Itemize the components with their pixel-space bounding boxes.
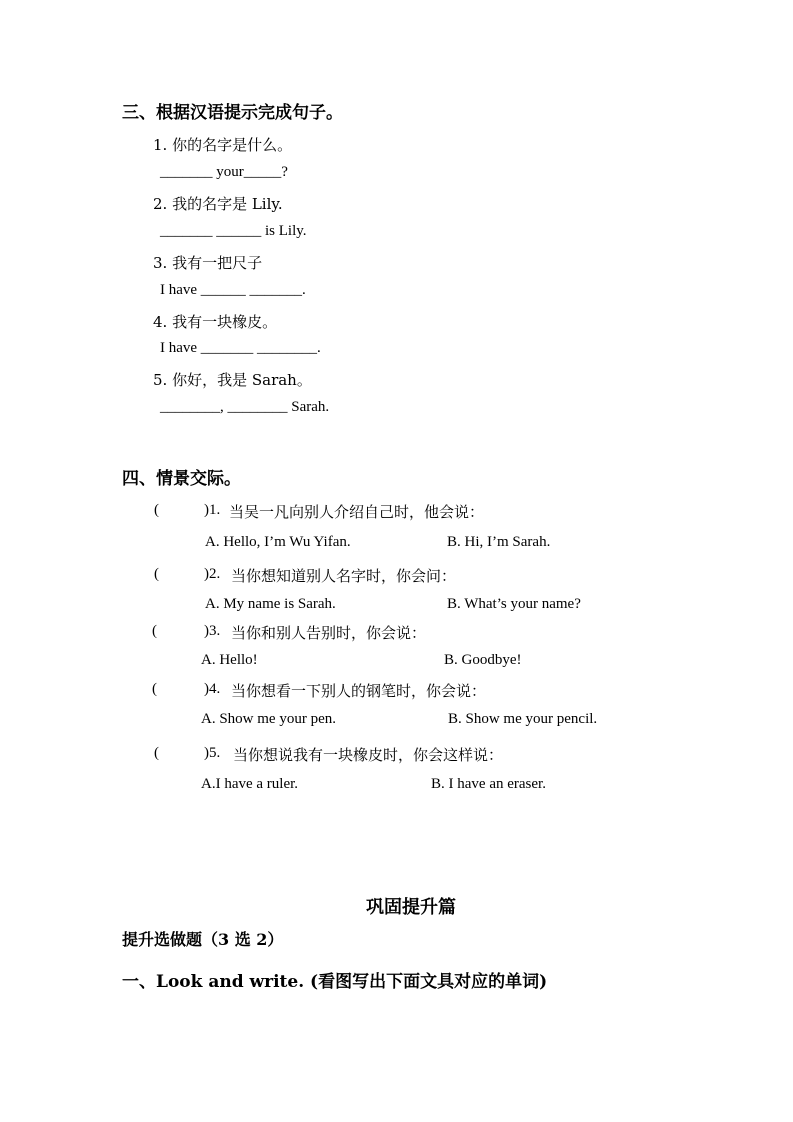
- q5-text: 当你想说我有一块橡皮时，你会这样说：: [233, 746, 504, 764]
- q1-text: 当吴一凡向别人介绍自己时，他会说：: [229, 503, 485, 521]
- section3-item2-answer: _______ ______ is Lily.: [160, 223, 307, 239]
- q3-option-b: B. Goodbye!: [444, 652, 522, 668]
- section3-item1-answer: _______ your_____?: [160, 164, 288, 180]
- section3-item3-prompt: 3. 我有一把尺子: [153, 254, 263, 272]
- consolidation-section1-heading: 一、Look and write. (看图写出下面文具对应的单词): [122, 972, 548, 992]
- section3-item5-answer: ________, ________ Sarah.: [160, 399, 330, 415]
- q3-number: )3.: [204, 623, 221, 639]
- section3-heading: 三、根据汉语提示完成句子。: [122, 103, 343, 123]
- q1-option-a: A. Hello, I’m Wu Yifan.: [205, 534, 351, 550]
- consolidation-subtitle: 提升选做题（3 选 2）: [122, 930, 284, 949]
- q1-open-paren: (: [154, 502, 159, 518]
- consolidation-title: 巩固提升篇: [366, 897, 456, 918]
- q2-number: )2.: [204, 566, 221, 582]
- q4-text: 当你想看一下别人的钢笔时，你会说：: [231, 682, 487, 700]
- q3-open-paren: (: [152, 623, 157, 639]
- section4-heading: 四、情景交际。: [122, 469, 241, 489]
- q4-number: )4.: [204, 681, 221, 697]
- q4-option-a: A. Show me your pen.: [201, 711, 336, 727]
- q5-option-a: A.I have a ruler.: [201, 776, 299, 792]
- section3-item2-prompt: 2. 我的名字是 Lily.: [153, 195, 283, 213]
- q4-option-b: B. Show me your pencil.: [448, 711, 598, 727]
- section3-item4-prompt: 4. 我有一块橡皮。: [153, 313, 278, 331]
- section3-item5-prompt: 5. 你好，我是 Sarah。: [153, 371, 312, 389]
- q2-open-paren: (: [154, 566, 159, 582]
- q5-open-paren: (: [154, 745, 159, 761]
- q1-number: )1.: [204, 502, 221, 518]
- q4-open-paren: (: [152, 681, 157, 697]
- section3-item3-answer: I have ______ _______.: [160, 282, 306, 298]
- q3-option-a: A. Hello!: [201, 652, 258, 668]
- q3-text: 当你和别人告别时，你会说：: [231, 624, 427, 642]
- q5-number: )5.: [204, 745, 221, 761]
- q2-text: 当你想知道别人名字时，你会问：: [231, 567, 457, 585]
- q1-option-b: B. Hi, I’m Sarah.: [447, 534, 551, 550]
- section3-item1-prompt: 1. 你的名字是什么。: [153, 136, 293, 154]
- q5-option-b: B. I have an eraser.: [431, 776, 546, 792]
- q2-option-a: A. My name is Sarah.: [205, 596, 336, 612]
- q2-option-b: B. What’s your name?: [447, 596, 581, 612]
- section3-item4-answer: I have _______ ________.: [160, 340, 321, 356]
